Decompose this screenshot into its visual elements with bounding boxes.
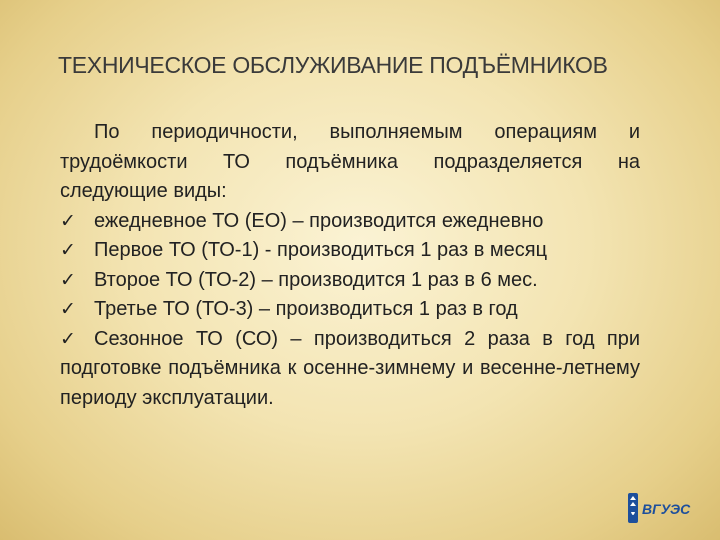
checkmark-icon: ✓ [60, 268, 76, 291]
checkmark-icon: ✓ [60, 327, 76, 350]
list-item [60, 325, 640, 414]
list-item-text: Третье ТО (ТО-3) – производиться 1 раз в год [94, 298, 518, 320]
checkmark-icon: ✓ [60, 209, 76, 232]
slide-body [60, 118, 640, 413]
list-item-text: ежедневное ТО (ЕО) – производится ежедневно [94, 209, 544, 232]
list-item [60, 266, 640, 296]
list-item-text: Сезонное ТО (СО) – производиться 2 раза в год при подготовке подъёмника к осенне-зимнему и весенне-летнему периоду эксплуатации. [60, 327, 640, 409]
slide-title: ТЕХНИЧЕСКОЕ ОБСЛУЖИВАНИЕ ПОДЪЁМНИКОВ [58, 52, 608, 78]
intro-line-1: По периодичности, выполняемым операциям и [94, 121, 640, 143]
university-logo [626, 490, 694, 526]
list-item [60, 207, 640, 237]
checkmark-icon: ✓ [60, 298, 76, 320]
list-item-text: Второе ТО (ТО-2) – производится 1 раз в 6 мес. [94, 268, 538, 291]
intro-line-2: трудоёмкости ТО подъёмника подразделяется на [60, 150, 640, 173]
list-item [60, 295, 640, 325]
list-item [60, 236, 640, 266]
intro-line-3: следующие виды: [60, 180, 227, 202]
checkmark-icon: ✓ [60, 239, 76, 261]
list-item-text: Первое ТО (ТО-1) - производиться 1 раз в месяц [94, 239, 548, 261]
logo-text: ВГУЭС [642, 501, 691, 517]
